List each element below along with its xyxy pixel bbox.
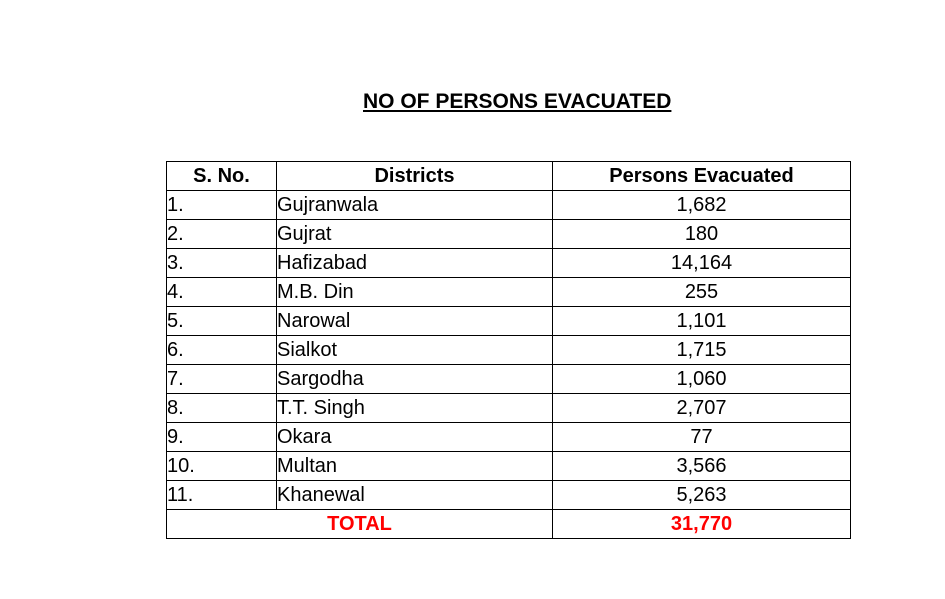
total-value: 31,770 bbox=[553, 510, 851, 539]
table-row bbox=[167, 220, 851, 249]
table-row bbox=[167, 336, 851, 365]
serial-number-cell: 9. bbox=[167, 423, 277, 452]
table-row bbox=[167, 278, 851, 307]
district-cell: Hafizabad bbox=[277, 249, 553, 278]
serial-number-cell: 10. bbox=[167, 452, 277, 481]
serial-number-cell: 2. bbox=[167, 220, 277, 249]
page-title: NO OF PERSONS EVACUATED bbox=[363, 90, 672, 113]
serial-number-cell: 11. bbox=[167, 481, 277, 510]
persons-evacuated-cell: 1,101 bbox=[553, 307, 851, 336]
serial-number-cell: 7. bbox=[167, 365, 277, 394]
persons-evacuated-cell: 2,707 bbox=[553, 394, 851, 423]
table-row bbox=[167, 481, 851, 510]
header-districts: Districts bbox=[277, 162, 553, 191]
serial-number-cell: 3. bbox=[167, 249, 277, 278]
district-cell: Gujranwala bbox=[277, 191, 553, 220]
serial-number-cell: 6. bbox=[167, 336, 277, 365]
district-cell: T.T. Singh bbox=[277, 394, 553, 423]
table-row bbox=[167, 394, 851, 423]
district-cell: Multan bbox=[277, 452, 553, 481]
district-cell: M.B. Din bbox=[277, 278, 553, 307]
total-row bbox=[167, 510, 851, 539]
table-row bbox=[167, 365, 851, 394]
serial-number-cell: 1. bbox=[167, 191, 277, 220]
header-persons-evacuated: Persons Evacuated bbox=[553, 162, 851, 191]
serial-number-cell: 8. bbox=[167, 394, 277, 423]
district-cell: Narowal bbox=[277, 307, 553, 336]
total-label: TOTAL bbox=[167, 510, 553, 539]
district-cell: Khanewal bbox=[277, 481, 553, 510]
persons-evacuated-cell: 1,715 bbox=[553, 336, 851, 365]
persons-evacuated-cell: 5,263 bbox=[553, 481, 851, 510]
table-row bbox=[167, 307, 851, 336]
persons-evacuated-cell: 3,566 bbox=[553, 452, 851, 481]
persons-evacuated-cell: 255 bbox=[553, 278, 851, 307]
district-cell: Sialkot bbox=[277, 336, 553, 365]
persons-evacuated-cell: 77 bbox=[553, 423, 851, 452]
table-row bbox=[167, 423, 851, 452]
district-cell: Okara bbox=[277, 423, 553, 452]
evacuation-table bbox=[166, 161, 851, 539]
serial-number-cell: 5. bbox=[167, 307, 277, 336]
persons-evacuated-cell: 1,682 bbox=[553, 191, 851, 220]
table-row bbox=[167, 249, 851, 278]
persons-evacuated-cell: 1,060 bbox=[553, 365, 851, 394]
table-row bbox=[167, 191, 851, 220]
district-cell: Sargodha bbox=[277, 365, 553, 394]
table-header-row bbox=[167, 162, 851, 191]
table-row bbox=[167, 452, 851, 481]
header-serial-number: S. No. bbox=[167, 162, 277, 191]
serial-number-cell: 4. bbox=[167, 278, 277, 307]
persons-evacuated-cell: 14,164 bbox=[553, 249, 851, 278]
district-cell: Gujrat bbox=[277, 220, 553, 249]
persons-evacuated-cell: 180 bbox=[553, 220, 851, 249]
